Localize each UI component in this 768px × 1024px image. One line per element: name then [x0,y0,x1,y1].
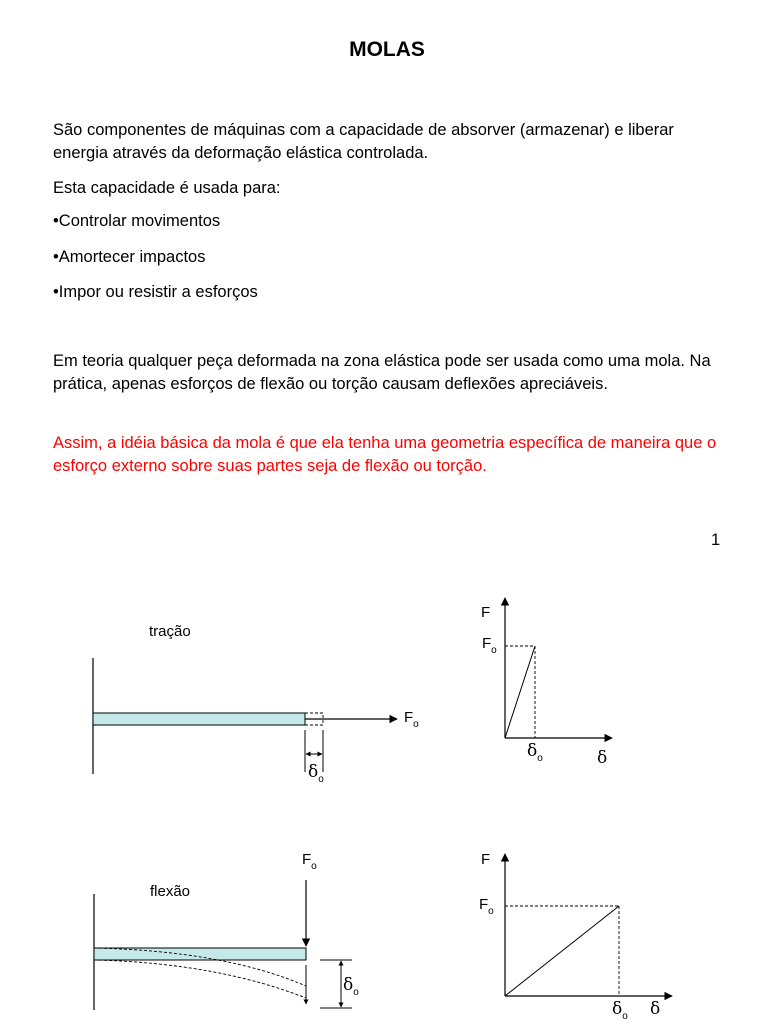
bending-deflection-label: $\delta_o$ [343,975,359,998]
bending-diagram [94,880,352,1010]
bending-graph [505,854,672,996]
graph2-deflection-label: $\delta_o$ [612,999,628,1022]
deflected-beam-bottom [94,960,306,998]
force-line [505,906,619,996]
force-line [505,646,535,738]
use-item: •Impor ou resistir a esforços [53,283,258,301]
page-number: 1 [711,531,721,549]
graph2-x-label: δ [650,999,661,1019]
graph2-force-label: $F_o$ [479,896,494,917]
page-title: MOLAS [349,38,425,61]
graph1-x-label: δ [597,748,608,768]
tension-force-label: $F_o$ [404,709,419,730]
graph1-deflection-label: $\delta_o$ [527,741,543,764]
theory-paragraph: Em teoria qualquer peça deformada na zona elástica pode ser usada como uma mola. Na prática, apenas esforços de flexão ou torção causam deflexões apreciáveis. [53,352,711,393]
tension-diagram [93,658,397,774]
graph1-y-label: F [481,604,491,621]
use-item: •Amortecer impactos [53,248,206,266]
tension-label: tração [149,623,191,640]
graph2-y-label: F [481,851,491,868]
tension-deflection-label: $\delta_o$ [308,762,324,785]
bending-beam [94,948,306,960]
graph1-force-label: $F_o$ [482,635,497,656]
use-item: •Controlar movimentos [53,212,221,230]
intro-paragraph: São componentes de máquinas com a capacidade de absorver (armazenar) e liberar energia através da deformação elástica controlada. [53,121,674,162]
tension-graph [505,598,612,738]
key-idea-paragraph: Assim, a idéia básica da mola é que ela tenha uma geometria específica de maneira que o esforço externo sobre suas partes seja de flexão ou torção. [53,434,717,475]
bending-label: flexão [150,883,191,900]
uses-heading: Esta capacidade é usada para: [53,179,281,197]
bending-force-label: $F_o$ [302,851,317,872]
tension-beam [93,713,305,725]
